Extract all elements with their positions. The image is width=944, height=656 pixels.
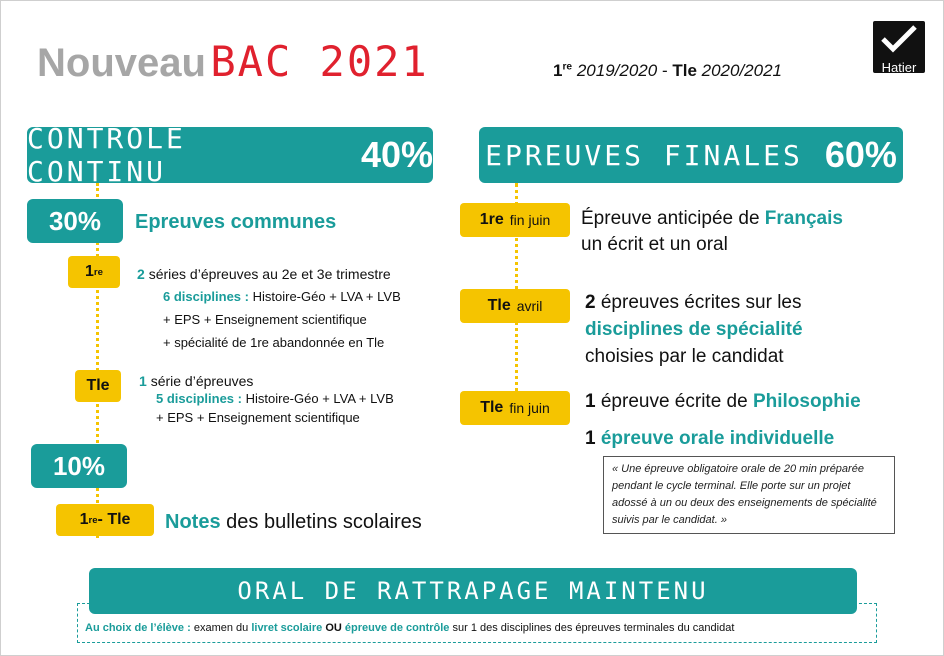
rattrapage-text: Au choix de l’élève : examen du livret scolaire OU épreuve de contrôle sur 1 des disciplines des épreuves terminales du candidat bbox=[85, 622, 735, 634]
school-years: 1re 2019/2020 - Tle 2020/2021 bbox=[553, 61, 783, 80]
line-serie-tle: 1 série d’épreuves bbox=[139, 373, 254, 389]
line-disciplines-tle: 5 disciplines : Histoire-Géo + LVA + LVB bbox=[156, 391, 394, 406]
title-accent: BAC 2021 bbox=[210, 37, 429, 86]
tag-1re-fin-juin: 1re fin juin bbox=[460, 203, 570, 237]
line-series-1re: 2 séries d’épreuves au 2e et 3e trimestre bbox=[137, 266, 391, 282]
epreuves-specialite: 2 épreuves écrites sur les disciplines de spécialité choisies par le candidat bbox=[585, 292, 803, 367]
epreuves-communes-heading: Epreuves communes bbox=[135, 211, 337, 233]
checkmark-icon bbox=[873, 21, 925, 57]
page-title bbox=[37, 37, 429, 86]
pill-30: 30% bbox=[27, 199, 123, 243]
tag-tle-fin-juin: Tle fin juin bbox=[460, 391, 570, 425]
banner-controle-continu: CONTRÔLE CONTINU 40% bbox=[27, 122, 433, 188]
notes-bulletins: Notes des bulletins scolaires bbox=[165, 511, 422, 533]
epreuve-orale: 1 épreuve orale individuelle bbox=[585, 428, 835, 449]
banner-epreuves-finales: EPREUVES FINALES 60% bbox=[479, 127, 903, 183]
epreuve-philosophie: 1 épreuve écrite de Philosophie bbox=[585, 391, 861, 412]
line-disciplines-1re: 6 disciplines : Histoire-Géo + LVA + LVB bbox=[163, 289, 401, 304]
tag-tle: Tle bbox=[75, 370, 121, 402]
logo-text: Hatier bbox=[881, 60, 917, 75]
line-specialite-1re: + spécialité de 1re abandonnée en Tle bbox=[163, 335, 385, 350]
tag-1re: 1 re bbox=[68, 256, 120, 288]
tag-1re-tle: 1 re - Tle bbox=[56, 504, 154, 536]
title-main: Nouveau bbox=[37, 41, 206, 85]
tag-tle-avril: Tle avril bbox=[460, 289, 570, 323]
pill-10: 10% bbox=[31, 444, 127, 488]
hatier-logo bbox=[873, 21, 925, 73]
banner-oral-rattrapage: ORAL DE RATTRAPAGE MAINTENU bbox=[89, 568, 857, 614]
quote-box: « Une épreuve obligatoire orale de 20 min préparée pendant le cycle terminal. Elle porte sur un projet adossé à un ou deux des enseignements de spécialité suivis par le candidat. » bbox=[603, 456, 895, 534]
line-eps-tle: + EPS + Enseignement scientifique bbox=[156, 410, 360, 425]
epreuve-francais: Épreuve anticipée de Français un écrit et un oral bbox=[581, 208, 843, 255]
line-eps-1re: + EPS + Enseignement scientifique bbox=[163, 312, 367, 327]
